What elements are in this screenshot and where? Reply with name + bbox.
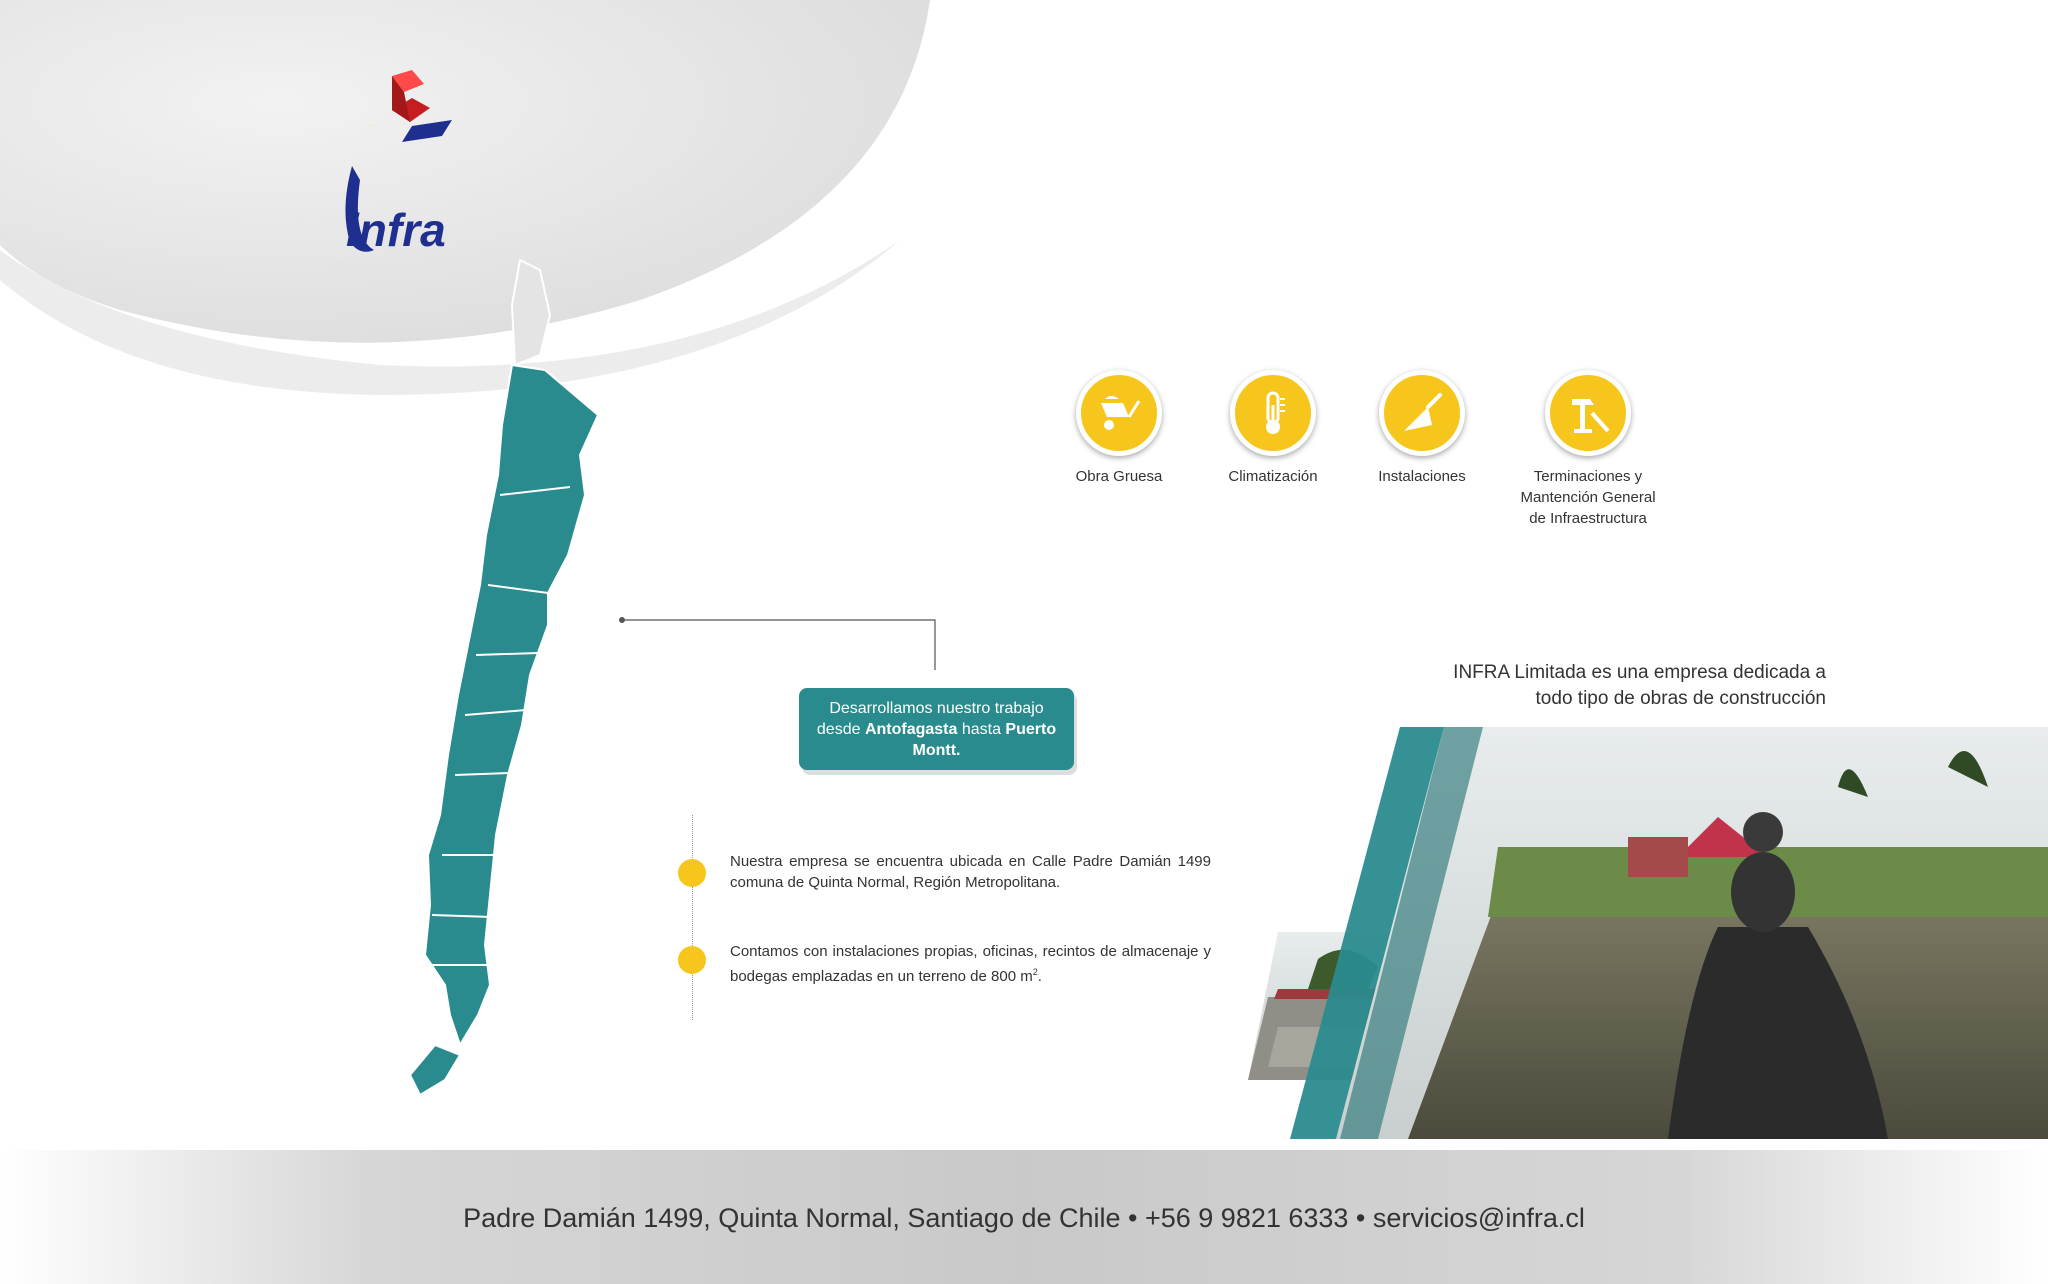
bullet-dot xyxy=(678,946,706,974)
company-tagline xyxy=(1453,660,1826,712)
hammer-icon xyxy=(1545,370,1631,456)
trowel-icon xyxy=(1379,370,1465,456)
infra-logo xyxy=(280,70,500,270)
bullet-dot xyxy=(678,859,706,887)
callout-city-antofagasta: Antofagasta xyxy=(864,720,958,738)
service-label-line: Mantención General xyxy=(1520,489,1656,506)
callout-city-montt: Montt. xyxy=(912,741,961,759)
facilities-text-end: . xyxy=(1037,968,1042,985)
callout-line-2 xyxy=(799,719,1074,740)
tagline-line-2: todo tipo de obras de construcción xyxy=(1535,688,1826,709)
wheelbarrow-icon xyxy=(1076,370,1162,456)
timeline-line xyxy=(692,815,693,1020)
coverage-callout xyxy=(799,688,1074,770)
service-label: Instalaciones xyxy=(1378,468,1466,485)
service-label-multiline xyxy=(1488,466,1688,529)
callout-line-1: Desarrollamos nuestro trabajo xyxy=(829,699,1044,717)
service-label: Obra Gruesa xyxy=(1075,468,1163,485)
logo-text: infra xyxy=(346,204,446,256)
callout-text-part: desde xyxy=(816,720,865,738)
service-label: Climatización xyxy=(1228,468,1318,485)
callout-city-puerto: Puerto xyxy=(1005,720,1057,738)
bullet-location: Nuestra empresa se encuentra ubicada en Calle Padre Damián 1499 comuna de Quinta Normal, Región Metropolitana. xyxy=(730,853,1211,891)
facilities-superscript: 2 xyxy=(1032,967,1038,977)
service-label-line: Terminaciones y xyxy=(1533,468,1643,485)
service-label-line: de Infraestructura xyxy=(1529,510,1647,527)
thermometer-icon xyxy=(1230,370,1316,456)
tagline-line-1: INFRA Limitada es una empresa dedicada a xyxy=(1453,662,1826,683)
callout-text-part: hasta xyxy=(957,720,1006,738)
footer-contact: Padre Damián 1499, Quinta Normal, Santiago de Chile • +56 9 9821 6333 • servicios@infra.cl xyxy=(463,1203,1585,1233)
callout-line-3 xyxy=(799,740,1074,761)
facilities-photo-collage xyxy=(1248,727,2048,1139)
service-terminaciones xyxy=(1488,370,1688,529)
chile-map xyxy=(390,255,630,1100)
callout-connector xyxy=(600,600,980,690)
facilities-text: Contamos con instalaciones propias, oficinas, recintos de almacenaje y bodegas emplazadas en un terreno de 800 m xyxy=(730,943,1211,985)
bullet-facilities xyxy=(730,941,1211,987)
